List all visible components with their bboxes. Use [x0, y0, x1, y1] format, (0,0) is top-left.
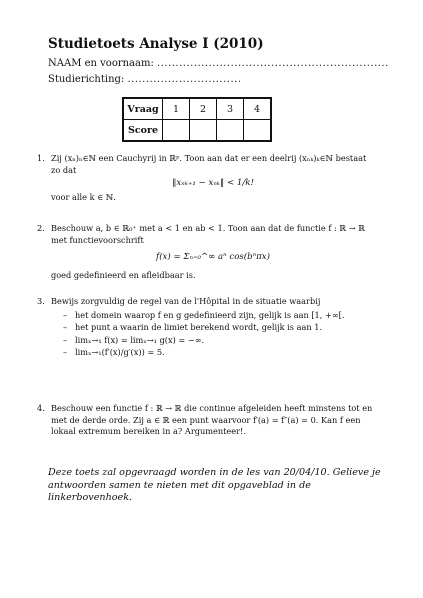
question-3-number: 3.	[37, 296, 45, 306]
question-3-text: Bewijs zorgvuldig de regel van de l'Hôpital in de situatie waarbij	[51, 296, 321, 306]
question-2-formula: f(x) = Σₙ₌₀^∞ aⁿ cos(bⁿπx)	[156, 252, 270, 262]
col-header-3: 3	[217, 98, 244, 120]
score-table	[122, 97, 272, 142]
page-title: Studietoets Analyse I (2010)	[48, 36, 264, 52]
name-dots: ...............................................................	[157, 58, 389, 69]
question-2-text: Beschouw a, b ∈ ℝ₀⁺ met a < 1 en ab < 1. Toon aan dat de functie f : ℝ → ℝ met functievoorschrift	[51, 223, 366, 245]
question-2-after: goed gedefinieerd en afleidbaar is.	[51, 269, 196, 280]
score-label: Score	[123, 120, 163, 142]
study-dots: ...............................	[127, 74, 242, 85]
question-2-number: 2.	[37, 223, 45, 233]
list-item: – het punt a waarin de limiet berekend wordt, gelijk is aan 1.	[63, 322, 375, 334]
vraag-header: Vraag	[123, 98, 163, 120]
question-3	[37, 296, 375, 360]
col-header-4: 4	[244, 98, 272, 120]
question-1-text: Zij (xₙ)ₙ∈ℕ een Cauchyrij in ℝᵖ. Toon aan dat er een deelrij (xₙₖ)ₖ∈ℕ bestaat zo dat	[51, 153, 367, 175]
study-label: Studierichting:	[48, 74, 125, 85]
question-3-bullets	[51, 310, 375, 359]
name-field	[48, 58, 389, 69]
score-table-header-row	[123, 98, 271, 120]
list-item: – limₓ→₁ f(x) = limₓ→₁ g(x) = −∞.	[63, 335, 375, 347]
score-cell-1	[163, 120, 190, 142]
study-field	[48, 74, 242, 85]
score-cell-4	[244, 120, 272, 142]
question-1-formula: ‖xₙₖ₊₁ − xₙₖ‖ < 1/k!	[172, 178, 254, 188]
question-1-after: voor alle k ∈ ℕ.	[51, 191, 116, 202]
question-4-text: Beschouw een functie f : ℝ → ℝ die continue afgeleiden heeft minstens tot en met de derde orde. Zij a ∈ ℝ een punt waarvoor f′(a) = f″(a) = 0. Kan f een lokaal extremum bereiken in a? Argumenteer!.	[51, 403, 373, 436]
closing-instructions: Deze toets zal opgevraagd worden in de les van 20/04/10. Gelieve je antwoorden samen te nieten met dit opgaveblad in de linkerbovenhoek.	[48, 467, 381, 503]
question-2	[37, 223, 375, 281]
col-header-1: 1	[163, 98, 190, 120]
question-4-number: 4.	[37, 403, 45, 413]
name-label: NAAM en voornaam:	[48, 58, 154, 69]
score-cell-3	[217, 120, 244, 142]
list-item: – limₓ→₁(f′(x)/g′(x)) = 5.	[63, 347, 375, 359]
col-header-2: 2	[190, 98, 217, 120]
question-1-number: 1.	[37, 153, 45, 163]
question-4	[37, 403, 375, 438]
score-table-score-row	[123, 120, 271, 142]
score-cell-2	[190, 120, 217, 142]
list-item: – het domein waarop f en g gedefinieerd zijn, gelijk is aan [1, +∞[.	[63, 310, 375, 322]
question-1	[37, 153, 375, 203]
